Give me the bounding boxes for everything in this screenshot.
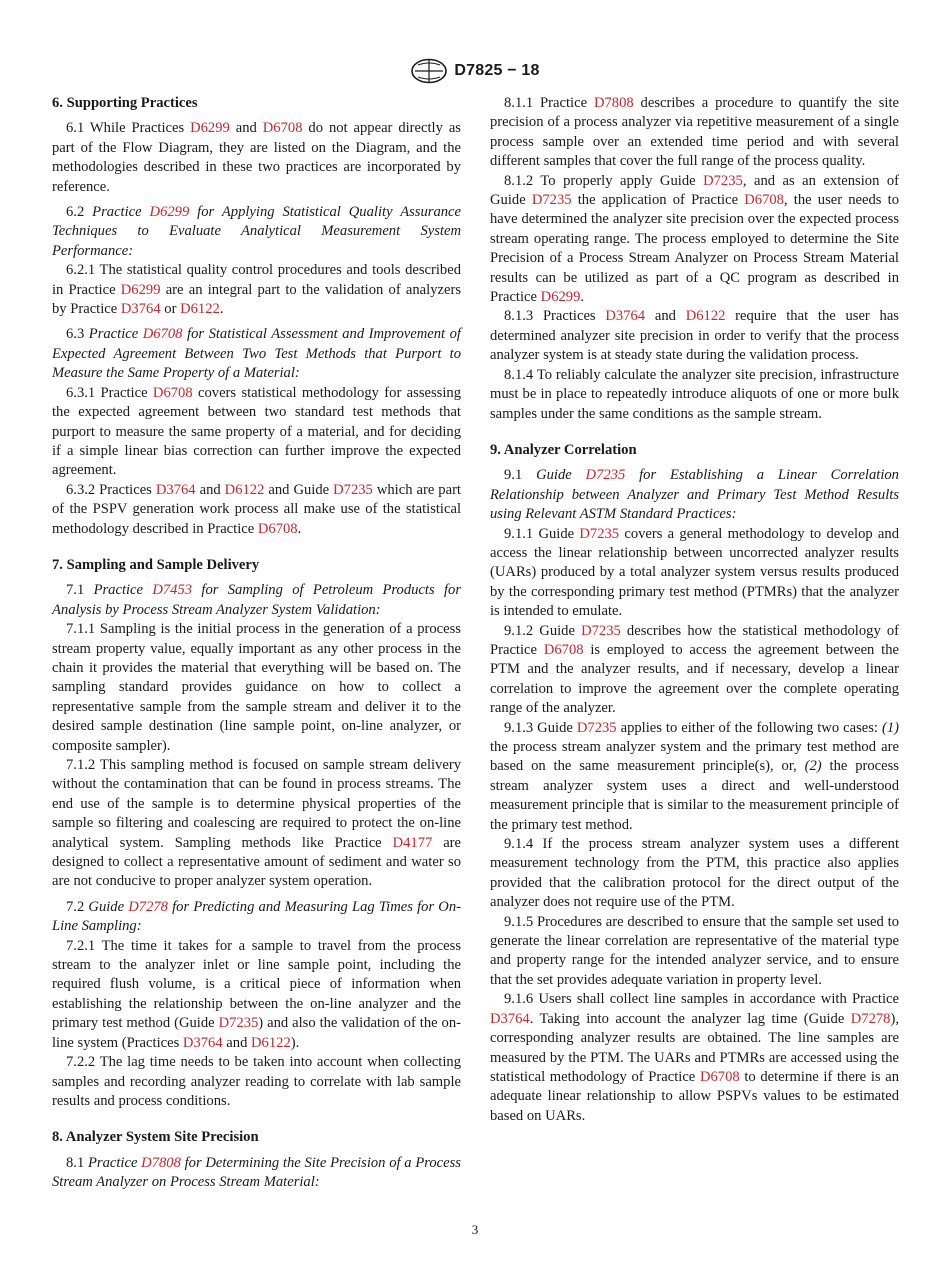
link-d6122[interactable]: D6122 [251,1034,291,1051]
paragraph-6-3-1: 6.3.1 Practice D6708 covers statistical methodology for assessing the expected agreement between two standard test methods that purport to measure the same property of a material, and for deciding if a simple linear bias correction can further improve the expected agreement. [52,384,461,479]
paragraph-6-3-2: 6.3.2 Practices D3764 and D6122 and Guide D7235 which are part of the PSPV generation work process all make use of the statistical methodology described in Practice D6708. [52,481,461,537]
paragraph-7-1-1: 7.1.1 Sampling is the initial process in the generation of a process stream property value, equally important as any other process in the chain it provides the material that everything will be based on. The sampling standard provides guidance on how to collect a representative sample from the sample stream and deliver it to the desired sample destination (line sample point, on-line analyzer, or composite sampler). [52,621,461,754]
link-d3764[interactable]: D3764 [490,1010,530,1027]
link-d7235[interactable]: D7235 [579,525,620,542]
paragraph-8-1: 8.1 Practice D7808 for Determining the Site Precision of a Process Stream Analyzer on Process Stream Material: [52,1154,461,1191]
link-d7235[interactable]: D7235 [531,192,572,209]
paragraph-6-3: 6.3 Practice D6708 for Statistical Assessment and Improvement of Expected Agreement Between Two Test Methods that Purport to Measure the Same Property of a Material: [52,326,461,382]
link-d4177[interactable]: D4177 [392,834,433,851]
paragraph-7-2-1: 7.2.1 The time it takes for a sample to travel from the process stream to the analyzer inlet or line sample point, including the required flush volume, is a critical piece of information when establishing the relationship between the on-line analyzer and the primary test method (Guide D7235) and also the validation of the on-line system (Practices D3764 and D6122). [52,937,462,1051]
paragraph-9-1-3: 9.1.3 Guide D7235 applies to either of the following two cases: (1) the process stream analyzer system and the primary test method are based on the same measurement principle(s), or, (2) the process stream analyzer system uses a direct and well-understood measurement principle that is similar to the measurement principle of the primary test method. [490,719,899,833]
paragraph-8-1-3: 8.1.3 Practices D3764 and D6122 require that the user has determined analyzer site precision in order to verify that the process analyzer system is at steady state during the validation process. [490,308,899,364]
link-d6708[interactable]: D6708 [152,384,193,401]
link-d6122[interactable]: D6122 [224,481,265,498]
paragraph-7-1: 7.1 Practice D7453 for Sampling of Petroleum Products for Analysis by Process Stream Analyzer System Validation: [52,582,461,618]
link-d6299[interactable]: D6299 [190,120,230,137]
paragraph-9-1-6: 9.1.6 Users shall collect line samples in accordance with Practice D3764. Taking into account the analyzer lag time (Guide D7278), corresponding analyzer results are obtained. The line samples are measured by the PTM. The UARs and PTMRs are accessed using the statistical methodology of Practice D6708 to determine if there is an adequate linear relationship to allow PSPVs values to be estimated based on UARs. [490,991,899,1124]
section-8-heading: 8. Analyzer System Site Precision [52,1129,259,1146]
paragraph-8-1-1: 8.1.1 Practice D7808 describes a procedure to quantify the site precision of a process analyzer via repetitive measurement of a single process sample over an extended time period and with several different samples that cover the full range of the process quality. [490,95,899,170]
link-d7235[interactable]: D7235 [581,622,621,639]
paragraph-7-2: 7.2 Guide D7278 for Predicting and Measuring Lag Times for On-Line Sampling: [52,898,461,935]
left-column [52,94,461,1193]
link-d6708[interactable]: D6708 [699,1068,740,1085]
paragraph-8-1-4: 8.1.4 To reliably calculate the analyzer site precision, infrastructure must be in place to repeatedly introduce aliquots of one or more bulk samples under the same conditions as the sample stream. [490,366,899,422]
link-d6708[interactable]: D6708 [142,326,183,343]
link-d7278[interactable]: D7278 [128,898,168,915]
link-d3764[interactable]: D3764 [605,308,646,325]
link-d7808[interactable]: D7808 [593,95,634,111]
link-d6299[interactable]: D6299 [149,204,190,221]
document-id: D7825 − 18 [454,62,540,79]
paragraph-6-2-1: 6.2.1 The statistical quality control procedures and tools described in Practice D6299 are an integral part to the validation of analyzers by Practice D3764 or D6122. [52,262,461,318]
link-d6299[interactable]: D6299 [120,281,161,298]
link-d7235[interactable]: D7235 [333,481,373,498]
link-d7453[interactable]: D7453 [152,582,193,599]
link-d3764[interactable]: D3764 [120,301,161,318]
link-d3764[interactable]: D3764 [182,1034,223,1051]
paragraph-9-1-1: 9.1.1 Guide D7235 covers a general methodology to develop and access the linear relationship between uncorrected analyzer results (UARs) produced by a total analyzer system versus results produced by the corresponding primary test method (PTMRs) that the analyzer is intended to emulate. [490,525,899,620]
page-header [0,58,950,84]
link-d6708[interactable]: D6708 [262,120,303,137]
right-column [490,94,899,1126]
paragraph-7-1-2: 7.1.2 This sampling method is focused on sample stream delivery without the contamination that can be found in process streams. The end use of the sample is to determine physical properties of the sample so filtering and coalescing are required to protect the on-line analytical system. Sampling methods like Practice D4177 are designed to collect a representative amount of sediment and water so are not conducive to proper analyzer system operation. [52,757,462,890]
paragraph-9-1-5: 9.1.5 Procedures are described to ensure that the sample set used to generate the linear correlation are representative of the material type and property range for the intended analyzer service, and to ensure that the set provides adequate variation in property level. [490,913,899,988]
paragraph-9-1-4: 9.1.4 If the process stream analyzer system uses a different measurement technology from the PTM, this practice also applies provided that the calibration protocol for the direct output of the analyzer does not require use of the PTM. [490,836,899,911]
section-9-heading: 9. Analyzer Correlation [490,441,637,458]
link-d6122[interactable]: D6122 [685,308,726,325]
link-d6122[interactable]: D6122 [180,301,220,318]
link-d7235[interactable]: D7235 [585,467,626,484]
paragraph-6-1: 6.1 While Practices D6299 and D6708 do not appear directly as part of the Flow Diagram, they are listed on the Diagram, and the methodologies described in these two practices are incorporated by reference. [52,120,461,195]
link-d7278[interactable]: D7278 [850,1010,891,1027]
link-d3764[interactable]: D3764 [155,481,196,498]
link-d7235[interactable]: D7235 [576,719,617,736]
section-7-heading: 7. Sampling and Sample Delivery [52,556,260,573]
paragraph-7-2-2: 7.2.2 The lag time needs to be taken into account when collecting samples and recording analyzer reading to correlate with lab sample results and process conditions. [52,1054,461,1109]
paragraph-9-1-2: 9.1.2 Guide D7235 describes how the statistical methodology of Practice D6708 is employed to access the agreement between the PTM and the analyzer results, and if necessary, develop a linear correlation to improve the agreement over the complete operating range of the analyzer. [490,622,899,717]
link-d7808[interactable]: D7808 [141,1154,181,1171]
link-d6299[interactable]: D6299 [540,289,581,306]
page-number: 3 [471,1222,479,1237]
link-d7235[interactable]: D7235 [703,172,743,189]
link-d6708[interactable]: D6708 [744,192,784,209]
paragraph-8-1-2: 8.1.2 To properly apply Guide D7235, and as an extension of Guide D7235 the application of Practice D6708, the user needs to have determined the analyzer site precision over the expected process stream operating range. The process employed to determine the Site Precision of a Process Stream Analyzer on Process Stream Material results can be utilized as part of a QC program as described in Practice D6299. [490,172,900,306]
link-d6708[interactable]: D6708 [543,641,584,658]
astm-logo-icon [410,58,448,84]
link-d6708[interactable]: D6708 [257,520,298,537]
paragraph-6-2: 6.2 Practice D6299 for Applying Statistical Quality Assurance Techniques to Evaluate Analytical Measurement System Performance: [52,204,461,259]
section-6-heading: 6. Supporting Practices [52,95,198,111]
paragraph-9-1: 9.1 Guide D7235 for Establishing a Linear Correlation Relationship between Analyzer and Primary Test Method Results using Relevant ASTM Standard Practices: [490,467,899,523]
link-d7235[interactable]: D7235 [218,1015,259,1032]
